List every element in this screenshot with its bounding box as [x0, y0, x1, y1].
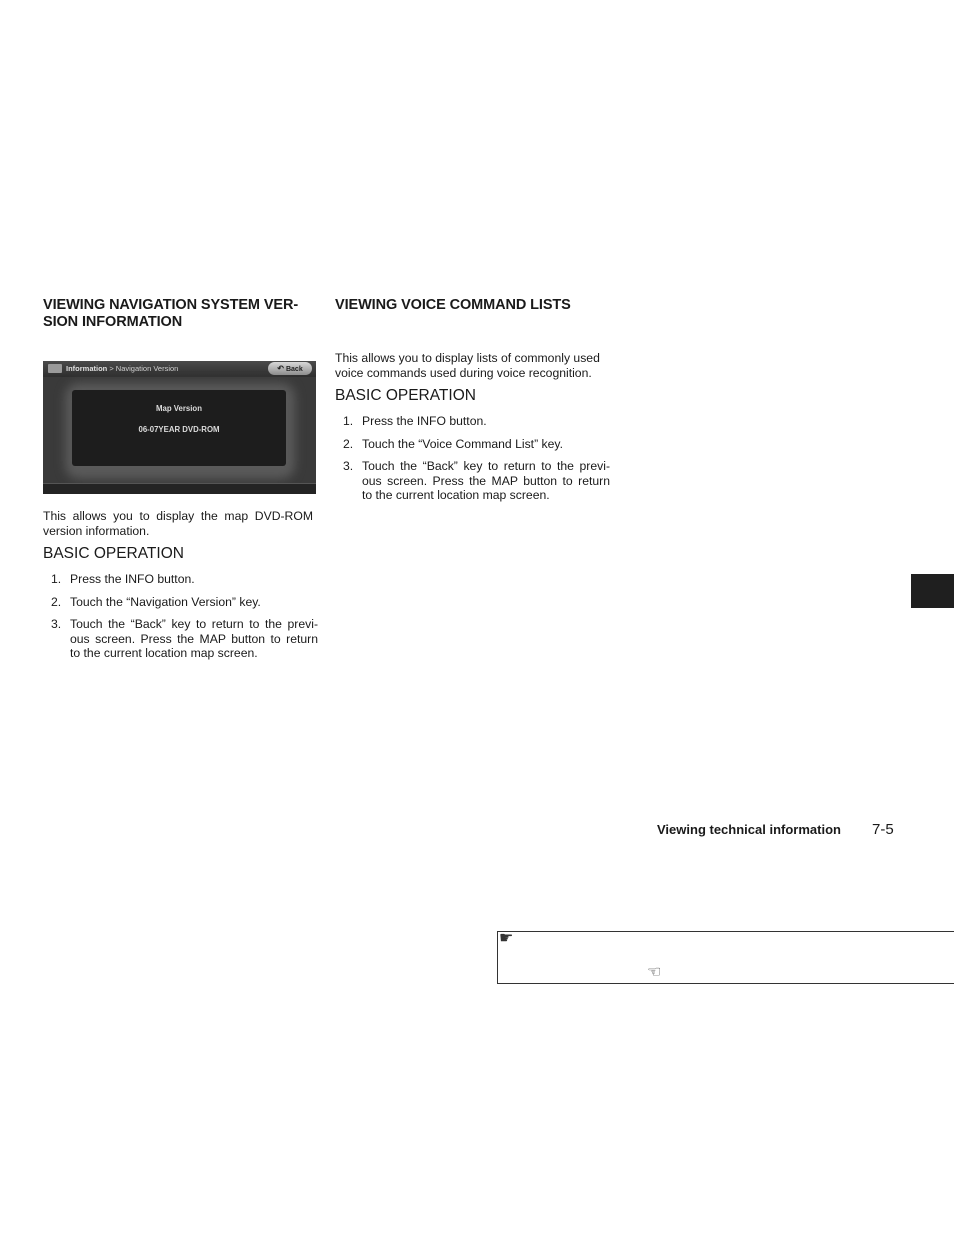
map-version-value: 06-07YEAR DVD-ROM — [138, 425, 220, 434]
step-number: 1. — [51, 572, 62, 586]
intro-line: voice commands used during voice recognition. — [335, 365, 592, 380]
section-heading-navigation-version — [43, 297, 323, 330]
map-version-label: Map Version — [156, 404, 202, 413]
step-item — [43, 572, 318, 587]
voice-commands-intro — [335, 351, 610, 380]
pointing-hand-icon: ☜ — [647, 964, 662, 981]
step-text: Touch the “Navigation Version” key. — [70, 594, 261, 609]
basic-operation-heading-left: BASIC OPERATION — [43, 545, 184, 562]
breadcrumb-sub: > Navigation Version — [107, 364, 179, 373]
heading-line: SION INFORMATION — [43, 313, 183, 330]
step-item — [335, 437, 610, 452]
navigation-version-screenshot — [43, 361, 316, 494]
intro-line: version information. — [43, 523, 150, 538]
map-version-panel — [72, 390, 286, 466]
screen-title-bar — [43, 361, 316, 377]
pointing-hand-icon: ☛ — [499, 930, 514, 947]
info-icon — [48, 364, 62, 373]
screen-breadcrumb — [66, 363, 178, 374]
step-item — [335, 414, 610, 429]
step-number: 2. — [343, 436, 354, 451]
step-number: 3. — [51, 617, 62, 631]
step-text: Touch the “Voice Command List” key. — [362, 436, 563, 451]
section-heading-voice-commands: VIEWING VOICE COMMAND LISTS — [335, 297, 571, 313]
back-label: Back — [285, 366, 303, 373]
intro-line: This allows you to display the map DVD-ROM — [43, 509, 313, 523]
heading-line: VIEWING NAVIGATION SYSTEM VER- — [43, 297, 299, 313]
footer-section-title: Viewing technical information — [657, 822, 841, 837]
step-text: ous screen. Press the MAP button to return — [362, 473, 610, 488]
navigation-version-steps — [43, 572, 318, 669]
back-arrow-icon: ↶ — [277, 364, 284, 373]
navigation-version-intro — [43, 509, 313, 538]
breadcrumb-main: Information — [66, 364, 108, 373]
step-text: Press the INFO button. — [362, 414, 487, 428]
step-item — [43, 595, 318, 610]
step-item — [335, 459, 610, 503]
step-text: ous screen. Press the MAP button to return — [70, 631, 318, 646]
voice-command-steps — [335, 414, 610, 511]
step-text: to the current location map screen. — [70, 646, 258, 660]
step-number: 3. — [343, 459, 354, 473]
step-number: 2. — [51, 594, 62, 609]
step-text: Touch the “Back” key to return to the previ- — [70, 617, 318, 631]
screen-back-button — [268, 362, 312, 375]
step-item — [43, 617, 318, 661]
step-text: Touch the “Back” key to return to the previ- — [362, 459, 610, 473]
screen-status-bar — [43, 483, 316, 494]
step-text: to the current location map screen. — [362, 488, 550, 502]
basic-operation-heading-right: BASIC OPERATION — [335, 387, 476, 404]
note-box — [497, 931, 954, 984]
intro-line: This allows you to display lists of commonly used — [335, 351, 600, 365]
step-number: 1. — [343, 414, 354, 428]
step-text: Press the INFO button. — [70, 572, 195, 586]
chapter-tab-marker — [911, 574, 954, 608]
page-number: 7-5 — [872, 821, 894, 838]
